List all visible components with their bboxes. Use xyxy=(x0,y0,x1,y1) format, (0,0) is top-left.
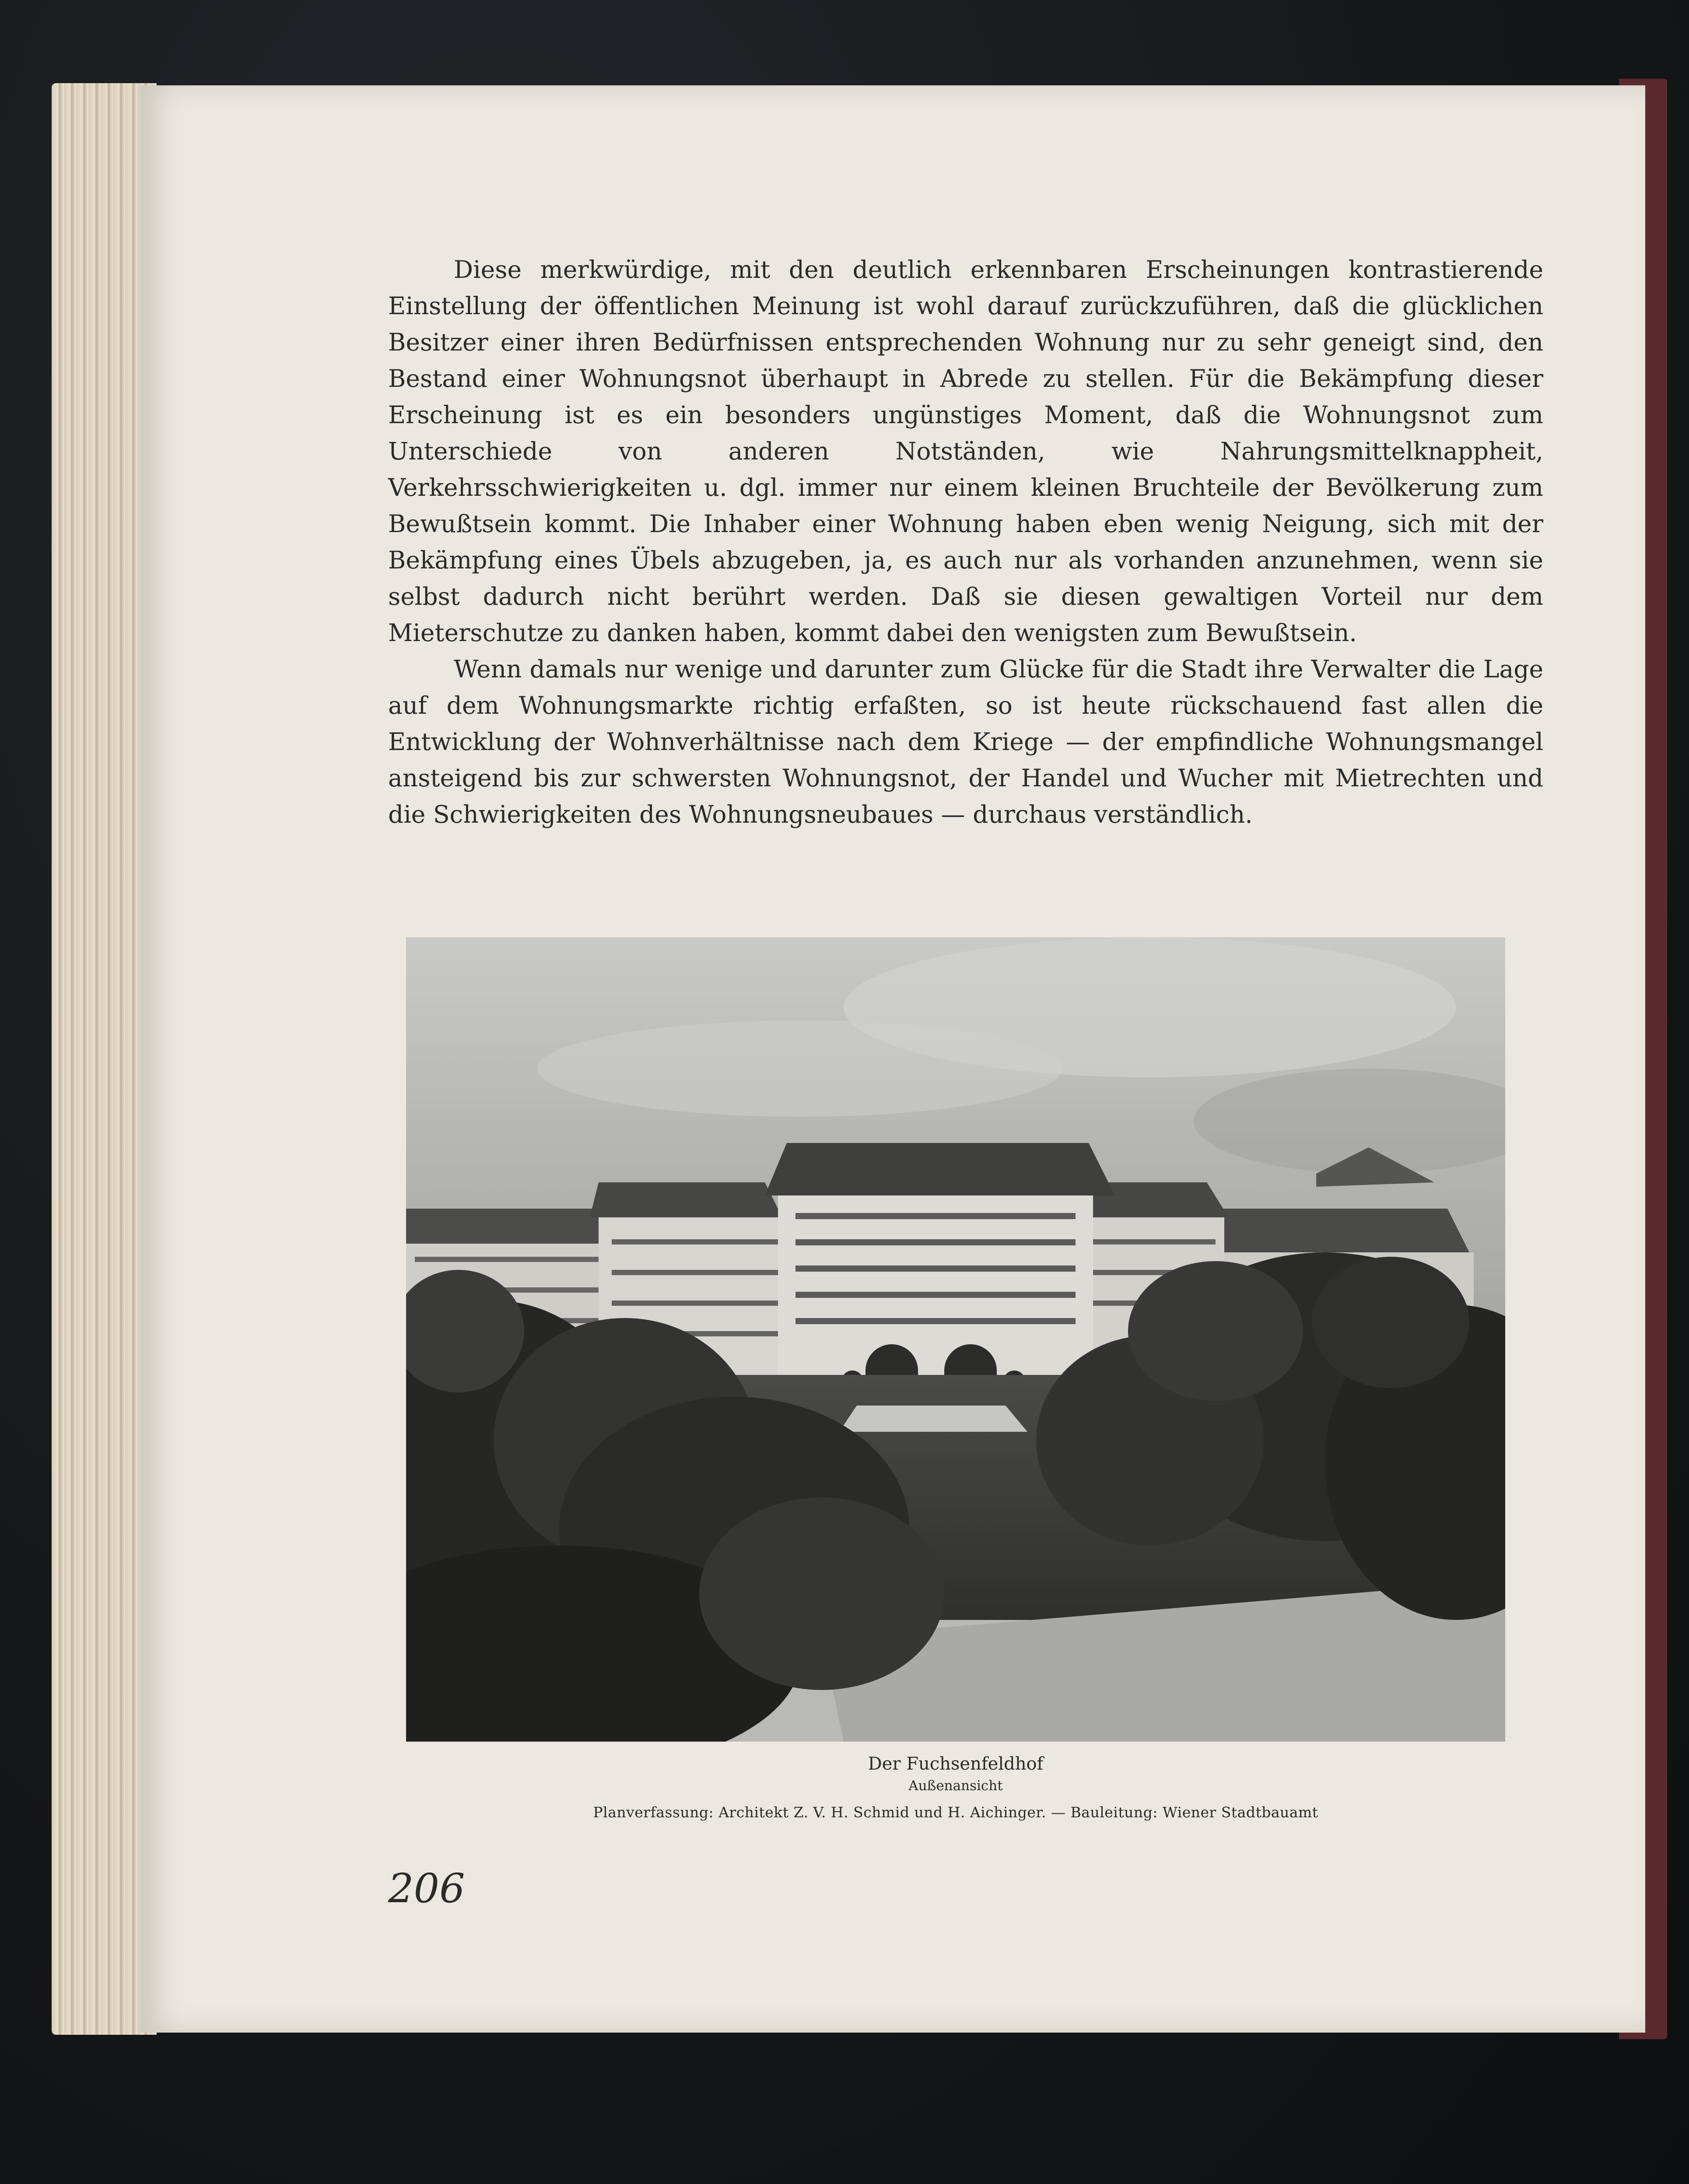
caption-subtitle: Außenansicht xyxy=(908,1778,1003,1794)
photograph-fuchsenfeldhof xyxy=(406,937,1505,1742)
caption-credit: Planverfassung: Architekt Z. V. H. Schmid und H. Aichinger. — Bauleitung: Wiener Stadtbauamt xyxy=(593,1804,1318,1821)
paragraph-2: Wenn damals nur wenige und darunter zum Glücke für die Stadt ihre Verwalter die Lage auf dem Wohnungsmarkte richtig erfaßten, so ist heute rückschauend fast allen die Entwicklung der Wohnverhältnisse nach dem Kriege — der empfindliche Wohnungsmangel ansteigend bis zur schwersten Wohnungsnot, der Handel und Wucher mit Mietrechten und die Schwierigkeiten des Wohnungsneubaues — durchaus verständlich. xyxy=(388,655,1543,828)
page-number: 206 xyxy=(388,1865,465,1912)
paragraph-1: Diese merkwürdige, mit den deutlich erkennbaren Erscheinungen kontrastierende Einstellung der öffentlichen Meinung ist wohl darauf zurückzuführen, daß die glücklichen Besitzer einer ihren Bedürfnissen entsprechenden Wohnung nur zu sehr geneigt sind, den Bestand einer Wohnungsnot überhaupt in Abrede zu stellen. Für die Bekämpfung dieser Erscheinung ist es ein besonders ungünstiges Moment, daß die Wohnungsnot zum Unterschiede von anderen Notständen, wie Nahrungsmittelknappheit, Verkehrsschwierigkeiten u. dgl. immer nur einem kleinen Bruchteile der Bevölkerung zum Bewußtsein kommt. Die Inhaber einer Wohnung haben eben wenig Neigung, sich mit der Bekämpfung eines Übels abzugeben, ja, es auch nur als vorhanden anzunehmen, wenn sie selbst dadurch nicht berührt werden. Daß sie diesen gewaltigen Vorteil nur dem Mieterschutze zu danken haben, kommt dabei den wenigsten zum Bewußtsein. xyxy=(388,256,1543,647)
body-text xyxy=(388,252,1543,833)
caption-title: Der Fuchsenfeldhof xyxy=(868,1754,1044,1774)
